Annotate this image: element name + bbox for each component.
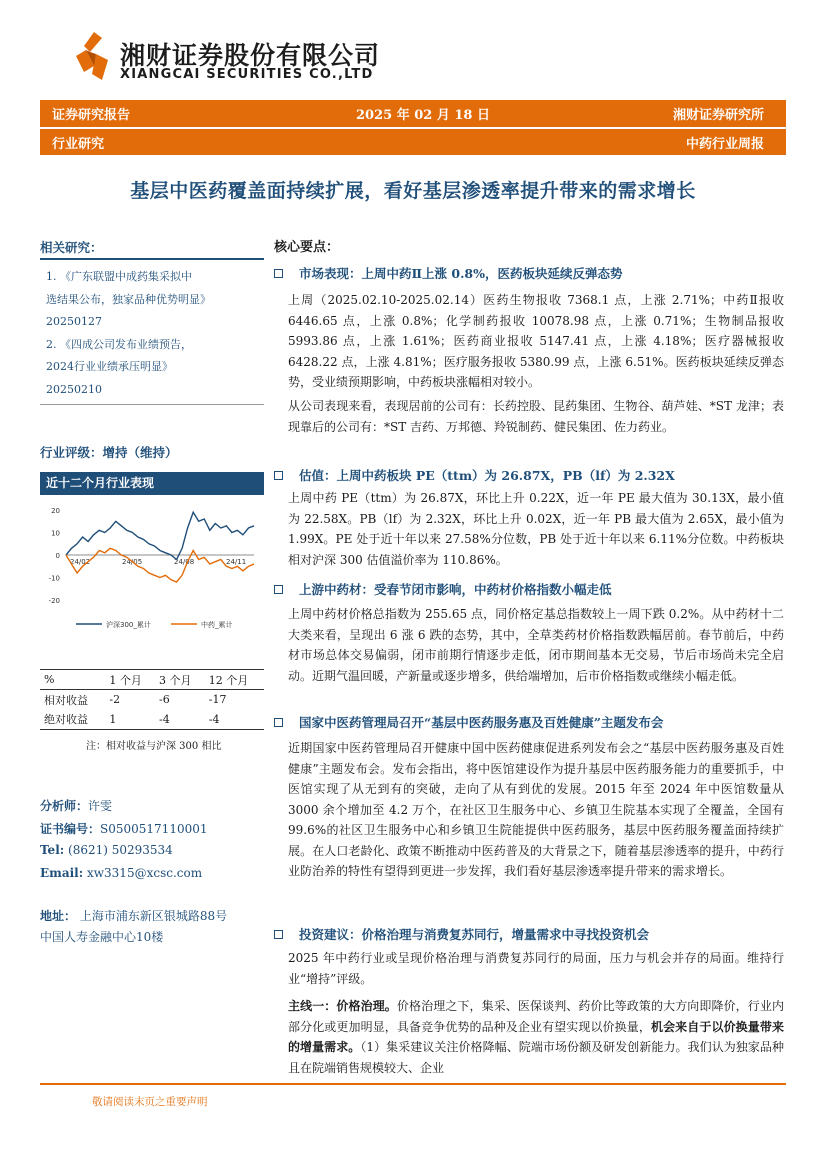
table-header-cell: 3 个月 (159, 673, 192, 687)
table-header-cell: % (44, 673, 55, 686)
company-logo-icon (72, 30, 112, 82)
legend-label-2: 中药_累计 (201, 621, 233, 629)
report-category: 行业研究 (52, 136, 105, 152)
investment-paragraph-2: 主线一：价格治理。价格治理之下，集采、医保谈判、药价比等政策的大方向即降价，行业内部分化或更加明显，具备竞争优势的品种及企业有望实现以价换量，机会来自于以价换量带来的增量需求。（1）集采建议关注价格降幅、院端市场份额及研发创新能力。我们认为独家品种且在院端销售规模较大、企业 (288, 999, 784, 1075)
report-date: 2025 年 02 月 18 日 (356, 108, 490, 123)
table-cell: -2 (109, 693, 121, 707)
report-type: 证券研究报告 (52, 108, 131, 123)
table-header-cell: 12 个月 (208, 673, 249, 687)
table-row (40, 710, 264, 730)
table-note: 注：相对收益与沪深 300 相比 (86, 741, 222, 752)
y-tick-label: 20 (51, 507, 60, 515)
table-cell: 1 (109, 712, 117, 726)
analyst-cert: S0500517110001 (100, 822, 208, 836)
x-tick-label: 24/11 (226, 558, 247, 566)
policy-paragraph: 近期国家中医药管理局召开健康中国中医药健康促进系列发布会之“基层中医药服务惠及百姓健康”主题发布会。发布会指出，将中医馆建设作为提升基层中医药服务能力的重要抓手，中医馆实现了从无到有的突破，走向了从有到优的发展。2015 年至 2024 年中医馆数量从 3000 余个增加至 4.2 万个，在社区卫生服务中心、乡镇卫生院基本实现了全覆盖，全国有 99.6%的社区卫生服务中心和乡镇卫生院能提供中医药服务，基层中医药服务覆盖面持续扩展。在人口老龄化、政策不断推动中医药普及的大背景之下，随着基层渗透率的提升，中药行业防治养的特性有望得到更进一步发挥，我们看好基层渗透率提升带来的需求增长。 (288, 741, 784, 878)
related-rule-top (40, 258, 264, 260)
footer-rule (40, 1083, 786, 1085)
address-block: 地址： 上海市浦东新区银城路88号 中国人寿金融中心10楼 (40, 906, 270, 948)
table-cell: 绝对收益 (44, 713, 88, 727)
table-cell: -6 (159, 693, 170, 707)
related-research-label: 相关研究： (40, 240, 103, 255)
company-name-cn: 湘财证券股份有限公司 (120, 41, 381, 70)
herbs-paragraph: 上周中药材价格总指数为 255.65 点，同价格定基总指数较上一周下跌 0.2%。从中药材十二大类来看，呈现出 6 涨 6 跌的态势，其中，全草类药材价格指数跌幅居前。春节前后，中药材市场总体交易偏弱，闭市前期行情逐步走低，闭市期间基本无交易，节后市场尚未完全启动。近期气温回暖，产新量或逐步增多，供给端增加，后市价格指数或继续小幅走低。 (288, 607, 784, 683)
table-cell: -4 (208, 712, 220, 726)
header-band-bottom (40, 129, 786, 155)
performance-table (40, 669, 264, 730)
address-line-1: 上海市浦东新区银城路88号 (79, 909, 228, 923)
header-band-top (40, 100, 786, 127)
checkbox-bullet-icon (274, 930, 283, 939)
investment-paragraph-1: 2025 年中药行业或呈现价格治理与消费复苏同行的局面，压力与机会并存的局面。维持行业“增持”评级。 (288, 951, 784, 986)
performance-chart (40, 500, 264, 660)
perf-chart-title: 近十二个月行业表现 (40, 472, 264, 495)
analyst-tel: (8621) 50293534 (68, 843, 173, 857)
table-cell: -17 (208, 693, 227, 707)
checkbox-bullet-icon (274, 718, 283, 727)
x-tick-label: 24/02 (70, 558, 91, 566)
table-row (40, 690, 264, 710)
y-tick-label: 10 (51, 529, 60, 538)
valuation-paragraph: 上周中药 PE（ttm）为 26.87X，环比上升 0.22X，近一年 PE 最大值为 30.13X，最小值为 22.58X。PB（lf）为 2.32X，环比上升 0.02X，近一年 PB 最大值为 2.65X，最小值为 1.99X。PE 处于近十年以来 27.58%分位数，PB 处于近十年以来 6.11%分位数。中药板块相对沪深 300 估值溢价率为 110.86%。 (288, 491, 784, 567)
series-line-2 (66, 548, 254, 582)
related-rule-bottom (40, 404, 264, 405)
analyst-name-line: 分析师：许雯 (40, 799, 113, 813)
report-series: 中药行业周报 (685, 136, 764, 152)
market-paragraph-2: 从公司表现来看，表现居前的公司有：长药控股、昆药集团、生物谷、葫芦娃、*ST 龙津；表现靠后的公司有：*ST 吉药、万邦德、羚锐制药、健民集团、佐力药业。 (288, 399, 784, 434)
series-line-1 (66, 512, 254, 559)
analyst-name: 许雯 (88, 799, 113, 813)
report-title: 基层中医药覆盖面持续扩展，看好基层渗透率提升带来的需求增长 (130, 180, 696, 202)
related-research-list (46, 266, 260, 401)
y-tick-label: -20 (48, 597, 60, 605)
table-cell: -4 (159, 712, 170, 726)
company-name-en: XIANGCAI SECURITIES CO.,LTD (120, 67, 374, 82)
related-item-2[interactable]: 2. 《四成公司发布业绩预告， 2024行业业绩承压明显》 20250210 (46, 337, 192, 396)
analyst-cert-line: 证书编号：S0500517110001 (40, 822, 208, 836)
analyst-email-line: Email: xw3315@xcsc.com (40, 866, 203, 880)
market-paragraph-1: 上周（2025.02.10-2025.02.14）医药生物报收 7368.1 点，上涨 2.71%；中药Ⅱ报收 6446.65 点，上涨 0.8%；化学制药报收 10078.98 点，上涨 0.71%；生物制品报收 5993.86 点，上涨 1.61%；医药商业报收 5147.41 点，上涨 4.18%；医疗器械报收 6428.22 点，上涨 4.81%；医疗服务报收 5380.99 点，上涨 6.51%。医药板块延续反弹态势，受业绩预期影响，中药板块涨幅相对较小。 (288, 293, 784, 389)
y-tick-label: 0 (55, 552, 60, 560)
analyst-tel-line: Tel: (8621) 50293534 (40, 843, 173, 857)
checkbox-bullet-icon (274, 471, 283, 480)
section-valuation: 估值：上周中药板块 PE（ttm）为 26.87X，PB（lf）为 2.32X (274, 466, 675, 484)
analyst-email[interactable]: xw3315@xcsc.com (87, 866, 203, 880)
section-herbs: 上游中药材：受春节闭市影响，中药材价格指数小幅走低 (274, 580, 612, 598)
section-market: 市场表现：上周中药Ⅱ上涨 0.8%，医药板块延续反弹态势 (274, 264, 623, 282)
footer-disclaimer[interactable]: 敬请阅读末页之重要声明 (92, 1096, 208, 1108)
institute-name: 湘财证券研究所 (672, 108, 764, 123)
section-investment: 投资建议：价格治理与消费复苏同行，增量需求中寻找投资机会 (274, 925, 649, 943)
table-header-cell: 1 个月 (109, 673, 142, 687)
x-tick-label: 24/08 (174, 558, 195, 566)
checkbox-bullet-icon (274, 585, 283, 594)
table-header-row (40, 670, 264, 690)
core-points-title: 核心要点： (274, 240, 340, 255)
address-line-2: 中国人寿金融中心10楼 (40, 930, 164, 944)
related-item-1[interactable]: 1. 《广东联盟中成药集采拟中 选结果公布，独家品种优势明显》 20250127 (46, 270, 211, 328)
legend-label-1: 沪深300_累计 (106, 621, 151, 629)
section-policy: 国家中医药管理局召开“基层中医药服务惠及百姓健康”主题发布会 (274, 713, 663, 731)
x-tick-label: 24/05 (122, 558, 143, 566)
y-tick-label: -10 (48, 574, 60, 583)
checkbox-bullet-icon (274, 269, 283, 278)
table-cell: 相对收益 (44, 693, 88, 707)
industry-rating: 行业评级：增持（维持） (40, 445, 178, 460)
